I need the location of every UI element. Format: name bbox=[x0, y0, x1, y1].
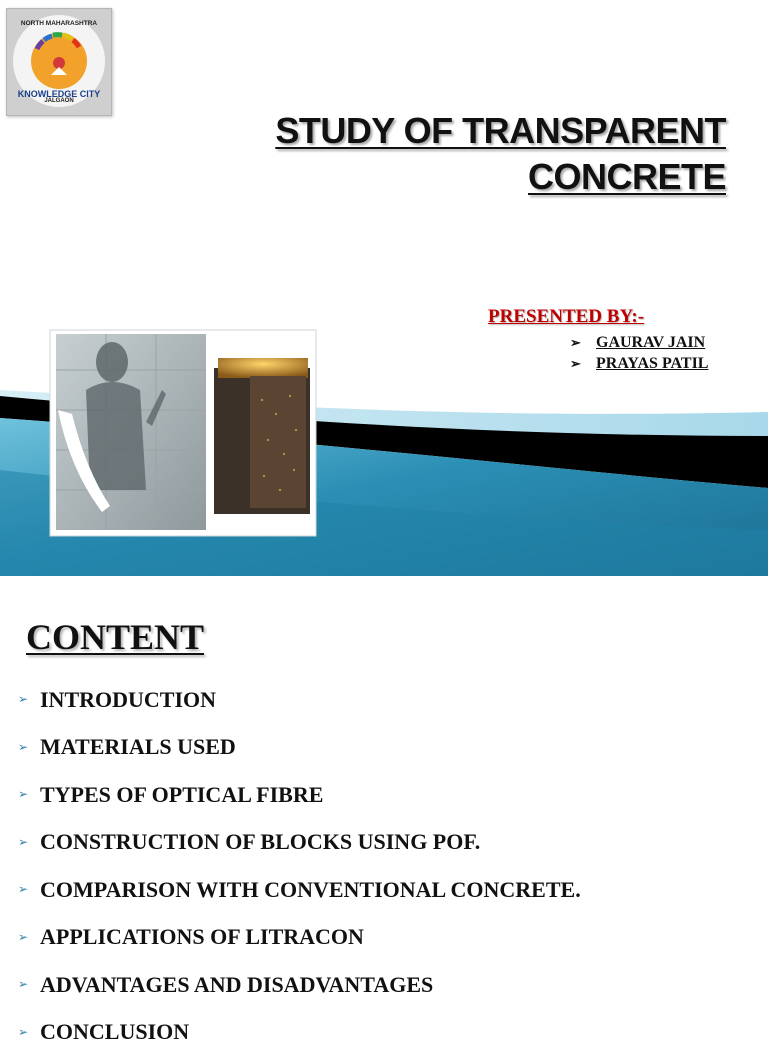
svg-text:NORTH MAHARASHTRA: NORTH MAHARASHTRA bbox=[21, 20, 97, 27]
content-item bbox=[18, 771, 581, 819]
knowledge-city-logo bbox=[6, 8, 112, 116]
presented-by-label: PRESENTED BY:- bbox=[488, 306, 644, 328]
content-list bbox=[18, 676, 581, 1056]
arrow-bullet-icon: ➢ bbox=[18, 835, 40, 850]
content-item-text: ADVANTAGES AND DISADVANTAGES bbox=[40, 972, 433, 998]
arrow-bullet-icon: ➢ bbox=[570, 356, 596, 372]
transparent-concrete-photo bbox=[50, 330, 316, 536]
content-item-text: APPLICATIONS OF LITRACON bbox=[40, 924, 364, 950]
title-line-2: CONCRETE bbox=[275, 154, 726, 200]
content-slide bbox=[0, 576, 768, 1024]
content-item bbox=[18, 724, 581, 772]
arrow-bullet-icon: ➢ bbox=[18, 1025, 40, 1040]
arrow-bullet-icon: ➢ bbox=[18, 740, 40, 755]
content-item-text: TYPES OF OPTICAL FIBRE bbox=[40, 782, 323, 808]
content-item bbox=[18, 866, 581, 914]
content-item bbox=[18, 961, 581, 1009]
logo-caption: JALGAON bbox=[7, 98, 111, 104]
presenter-list bbox=[570, 332, 708, 374]
content-item-text: COMPARISON WITH CONVENTIONAL CONCRETE. bbox=[40, 877, 581, 903]
slide-title bbox=[275, 108, 726, 200]
arrow-bullet-icon: ➢ bbox=[18, 787, 40, 802]
content-item-text: CONSTRUCTION OF BLOCKS USING POF. bbox=[40, 829, 480, 855]
arrow-bullet-icon: ➢ bbox=[18, 692, 40, 707]
arrow-bullet-icon: ➢ bbox=[18, 882, 40, 897]
content-item-text: MATERIALS USED bbox=[40, 734, 236, 760]
title-line-1: STUDY OF TRANSPARENT bbox=[275, 108, 726, 154]
content-item bbox=[18, 819, 581, 867]
arrow-bullet-icon: ➢ bbox=[18, 930, 40, 945]
presenter-item bbox=[570, 353, 708, 374]
svg-text:KNOWLEDGE CITY: KNOWLEDGE CITY bbox=[18, 89, 101, 99]
arrow-bullet-icon: ➢ bbox=[570, 335, 596, 351]
content-item-text: INTRODUCTION bbox=[40, 687, 216, 713]
content-item bbox=[18, 1009, 581, 1056]
content-item bbox=[18, 676, 581, 724]
content-item-text: CONCLUSION bbox=[40, 1019, 189, 1045]
presenter-name: GAURAV JAIN bbox=[596, 334, 705, 352]
arrow-bullet-icon: ➢ bbox=[18, 977, 40, 992]
content-item bbox=[18, 914, 581, 962]
presenter-item bbox=[570, 332, 708, 353]
presenter-name: PRAYAS PATIL bbox=[596, 355, 708, 373]
content-heading: CONTENT bbox=[26, 616, 204, 658]
